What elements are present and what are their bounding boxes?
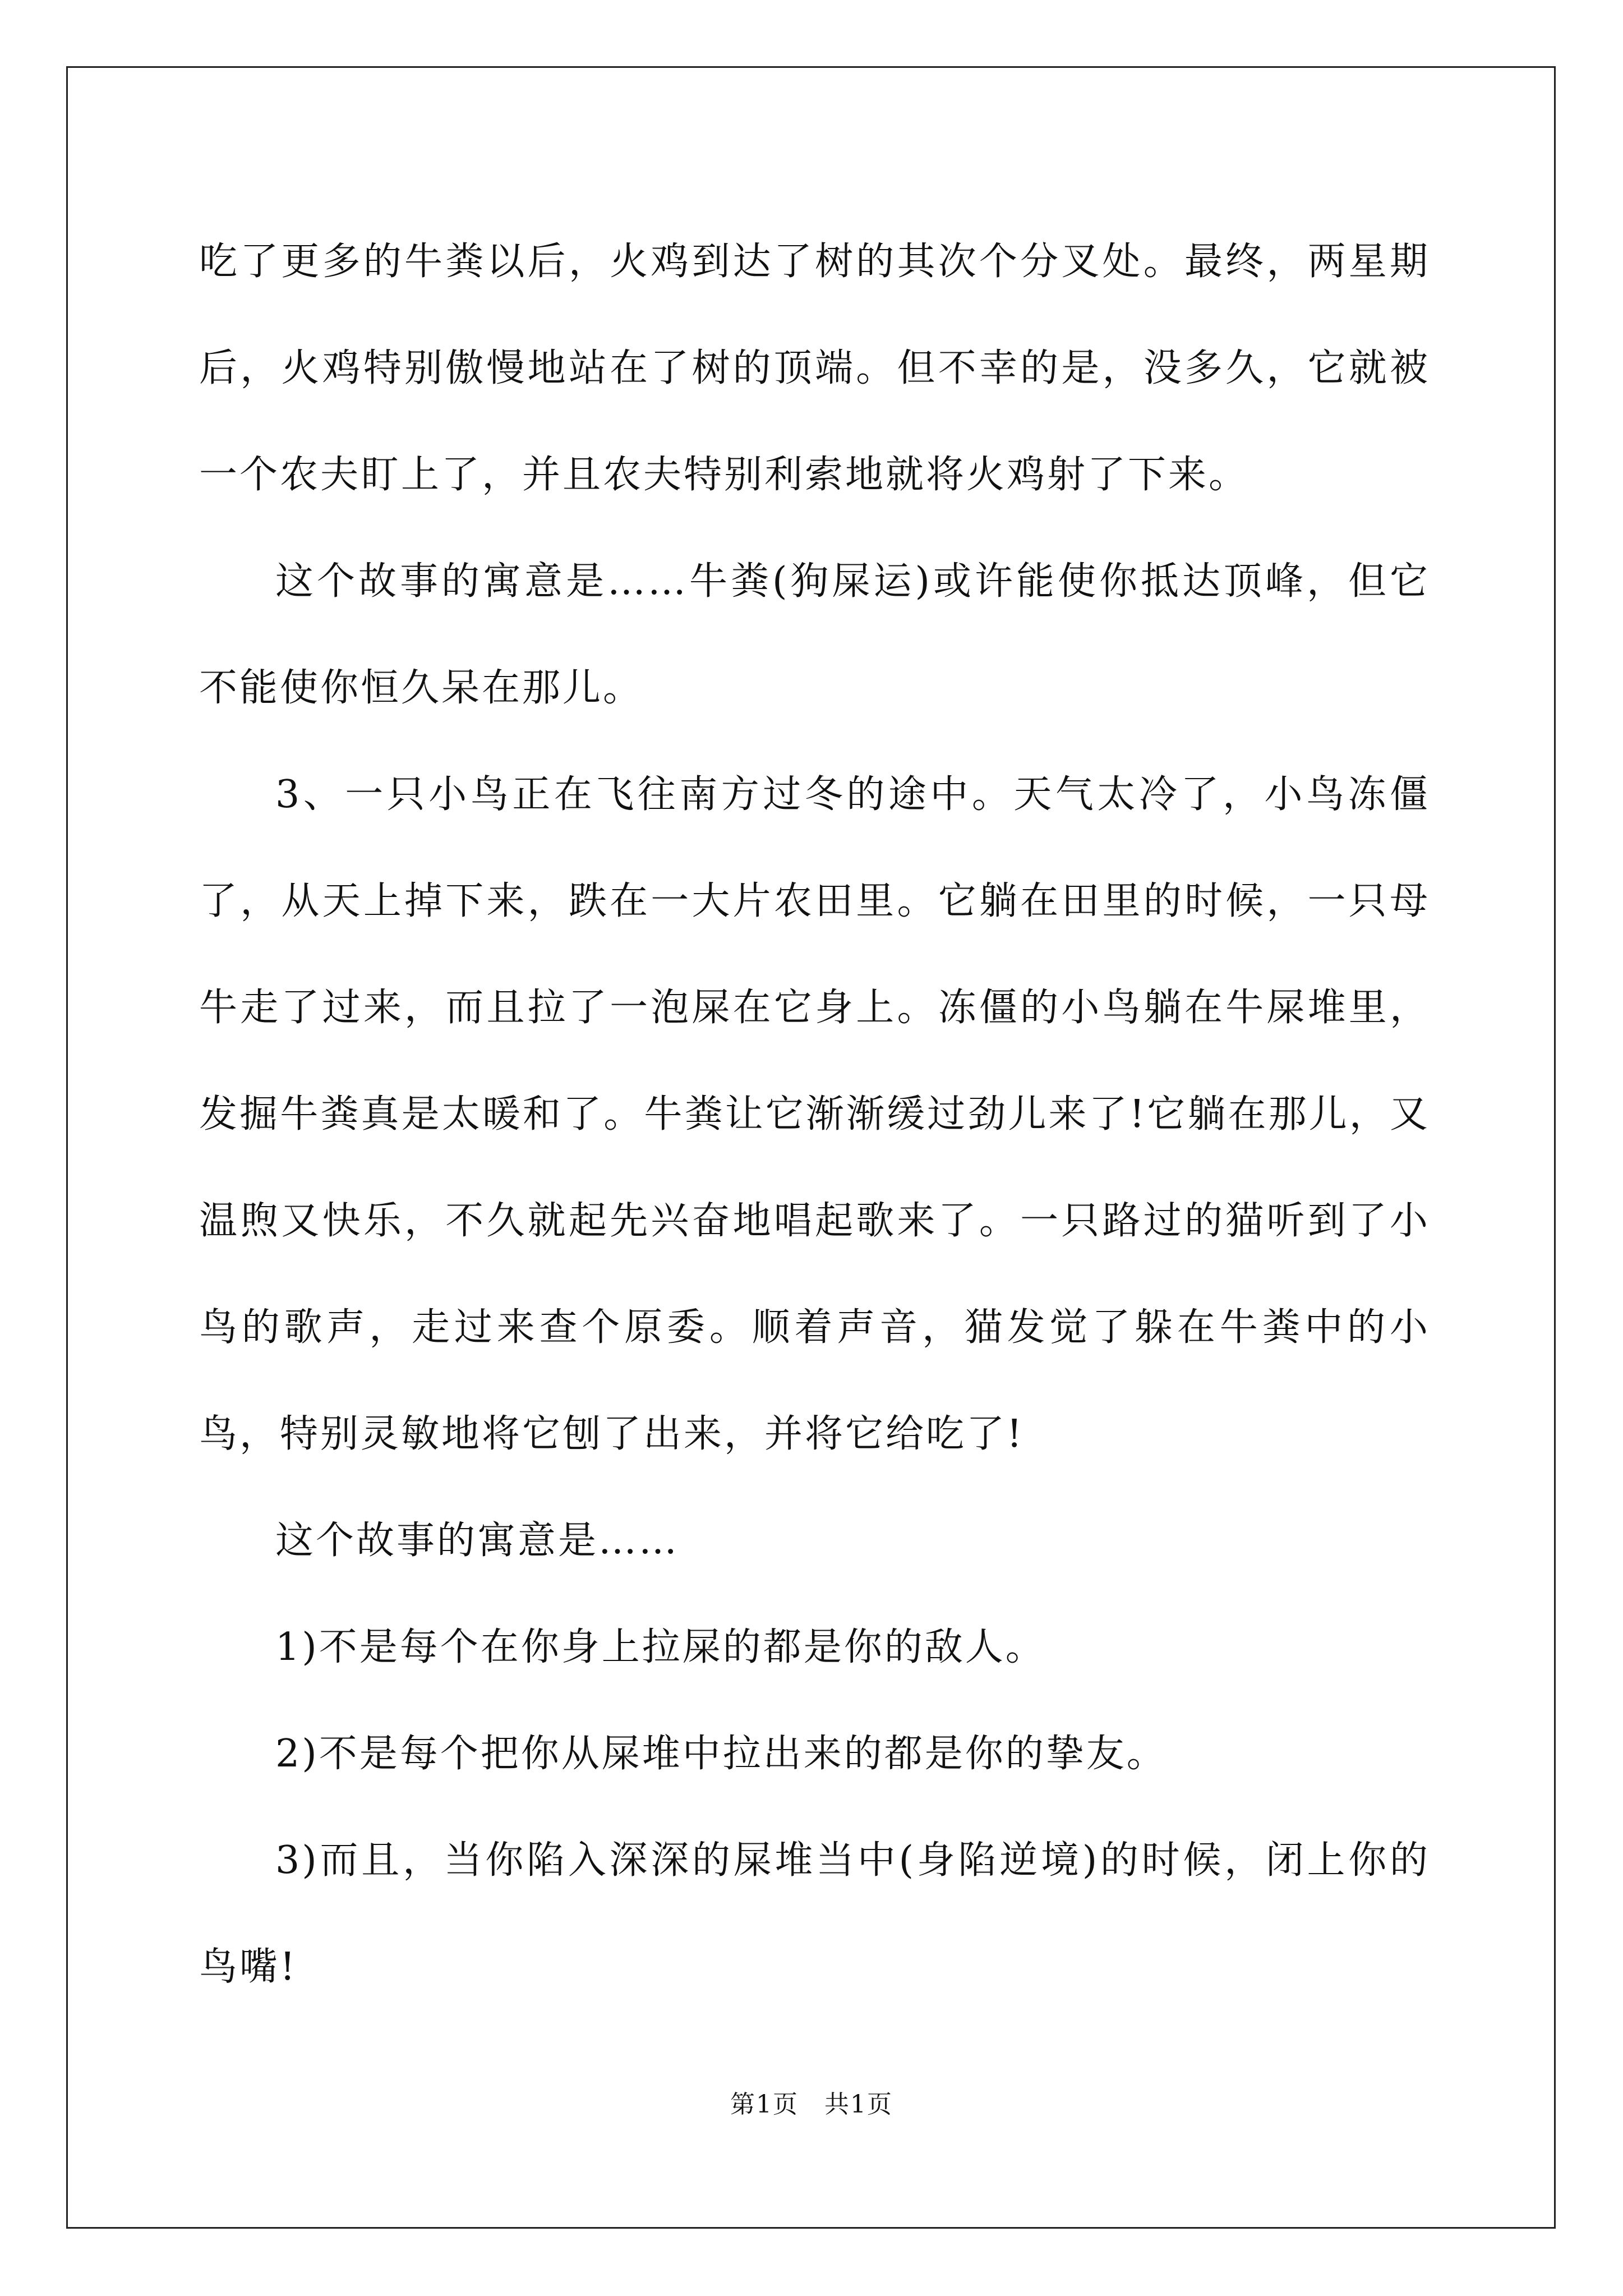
paragraph-turkey-climb: 吃了更多的牛粪以后，火鸡到达了树的其次个分叉处。最终，两星期后，火鸡特别傲慢地站在了树的顶端。但不幸的是，没多久，它就被一个农夫盯上了，并且农夫特别利索地就将火鸡射了下来。 — [199, 240, 1430, 497]
paragraph-moral-point-2: 2)不是每个把你从屎堆中拉出来的都是你的挚友。 — [275, 1732, 1167, 1776]
paragraph-moral-point-1: 1)不是每个在你身上拉屎的都是你的敌人。 — [275, 1625, 1046, 1669]
paragraph-moral-point-3: 3)而且，当你陷入深深的屎堆当中(身陷逆境)的时候，闭上你的鸟嘴! — [199, 1838, 1430, 1989]
document-body — [199, 209, 1430, 2021]
paragraph-moral-one: 这个故事的寓意是……牛粪(狗屎运)或许能使你抵达顶峰，但它不能使你恒久呆在那儿。 — [199, 559, 1430, 710]
paragraph-moral-two-heading: 这个故事的寓意是…… — [275, 1519, 680, 1563]
page-footer: 第1页 共1页 — [730, 2090, 893, 2119]
paragraph-bird-story: 3、一只小鸟正在飞往南方过冬的途中。天气太冷了，小鸟冻僵了，从天上掉下来，跌在一大片农田里。它躺在田里的时候，一只母牛走了过来，而且拉了一泡屎在它身上。冻僵的小鸟躺在牛屎堆里，发掘牛粪真是太暖和了。牛粪让它渐渐缓过劲儿来了!它躺在那儿，又温煦又快乐，不久就起先兴奋地唱起歌来了。一只路过的猫听到了小鸟的歌声，走过来查个原委。顺着声音，猫发觉了躲在牛粪中的小鸟，特别灵敏地将它刨了出来，并将它给吃了! — [199, 772, 1430, 1456]
